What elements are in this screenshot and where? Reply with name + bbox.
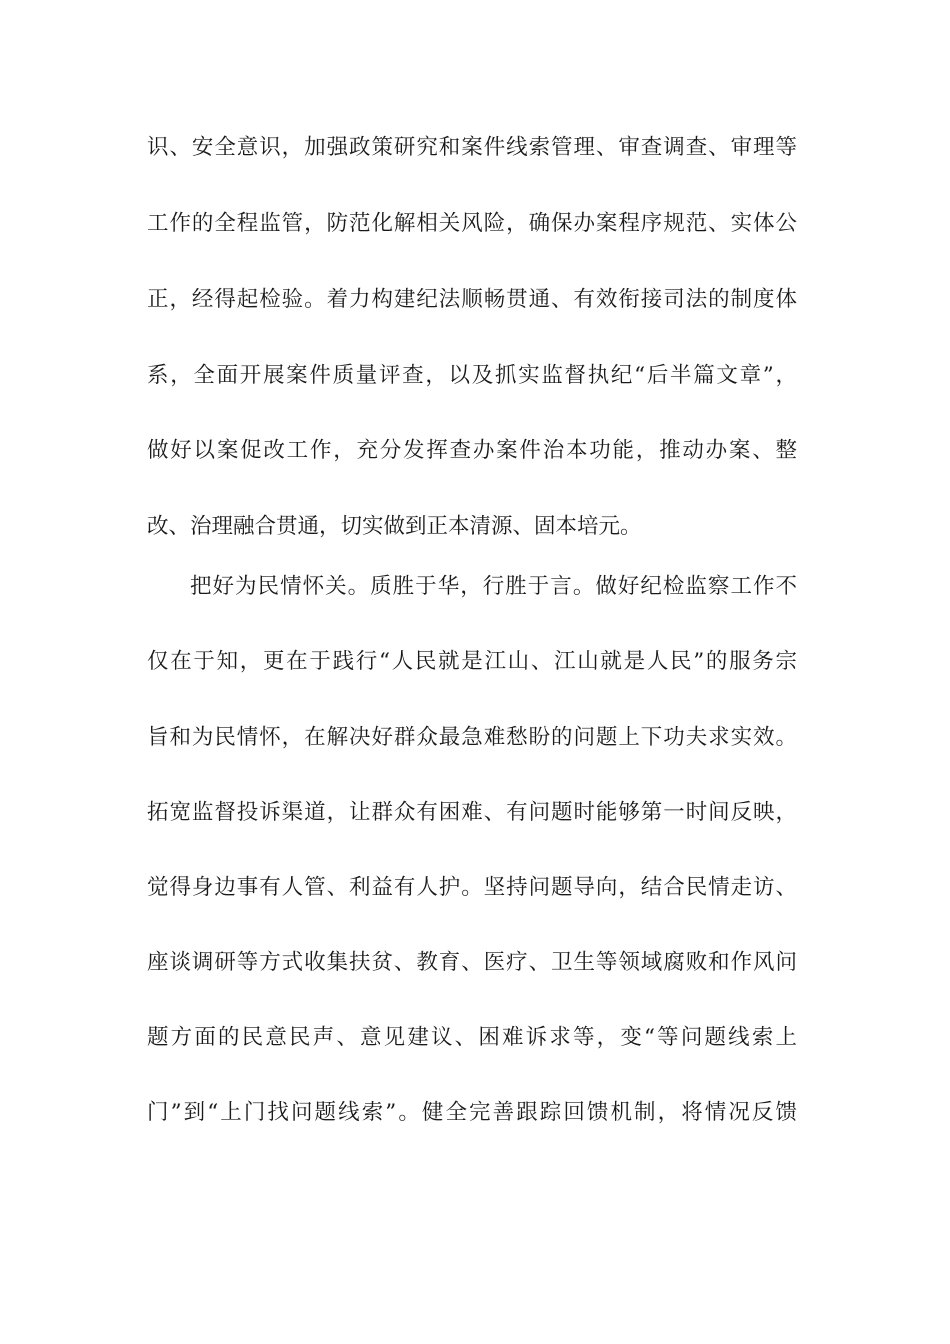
- text-line: 正，经得起检验。着力构建纪法顺畅贯通、有效衔接司法的制度体: [147, 287, 797, 312]
- text-line: 旨和为民情怀，在解决好群众最急难愁盼的问题上下功夫求实效。: [147, 725, 797, 750]
- text-line: 工作的全程监管，防范化解相关风险，确保办案程序规范、实体公: [147, 211, 797, 236]
- text-line: 拓宽监督投诉渠道，让群众有困难、有问题时能够第一时间反映，: [147, 800, 797, 825]
- text-line: 改、治理融合贯通，切实做到正本清源、固本培元。: [147, 514, 642, 539]
- text-line: 系，全面开展案件质量评查，以及抓实监督执纪“后半篇文章”，: [147, 363, 797, 388]
- text-line: 题方面的民意民声、意见建议、困难诉求等，变“等问题线索上: [147, 1025, 797, 1050]
- text-line: 座谈调研等方式收集扶贫、教育、医疗、卫生等领域腐败和作风问: [147, 950, 797, 975]
- text-line: 识、安全意识，加强政策研究和案件线索管理、审查调查、审理等: [147, 135, 797, 160]
- text-line: 仅在于知，更在于践行“人民就是江山、江山就是人民”的服务宗: [147, 649, 797, 674]
- paragraph-first-line: 把好为民情怀关。质胜于华，行胜于言。做好纪检监察工作不: [190, 574, 797, 599]
- text-line: 门”到“上门找问题线索”。健全完善跟踪回馈机制，将情况反馈: [147, 1100, 797, 1125]
- text-line: 觉得身边事有人管、利益有人护。坚持问题导向，结合民情走访、: [147, 875, 797, 900]
- text-line: 做好以案促改工作，充分发挥查办案件治本功能，推动办案、整: [147, 438, 797, 463]
